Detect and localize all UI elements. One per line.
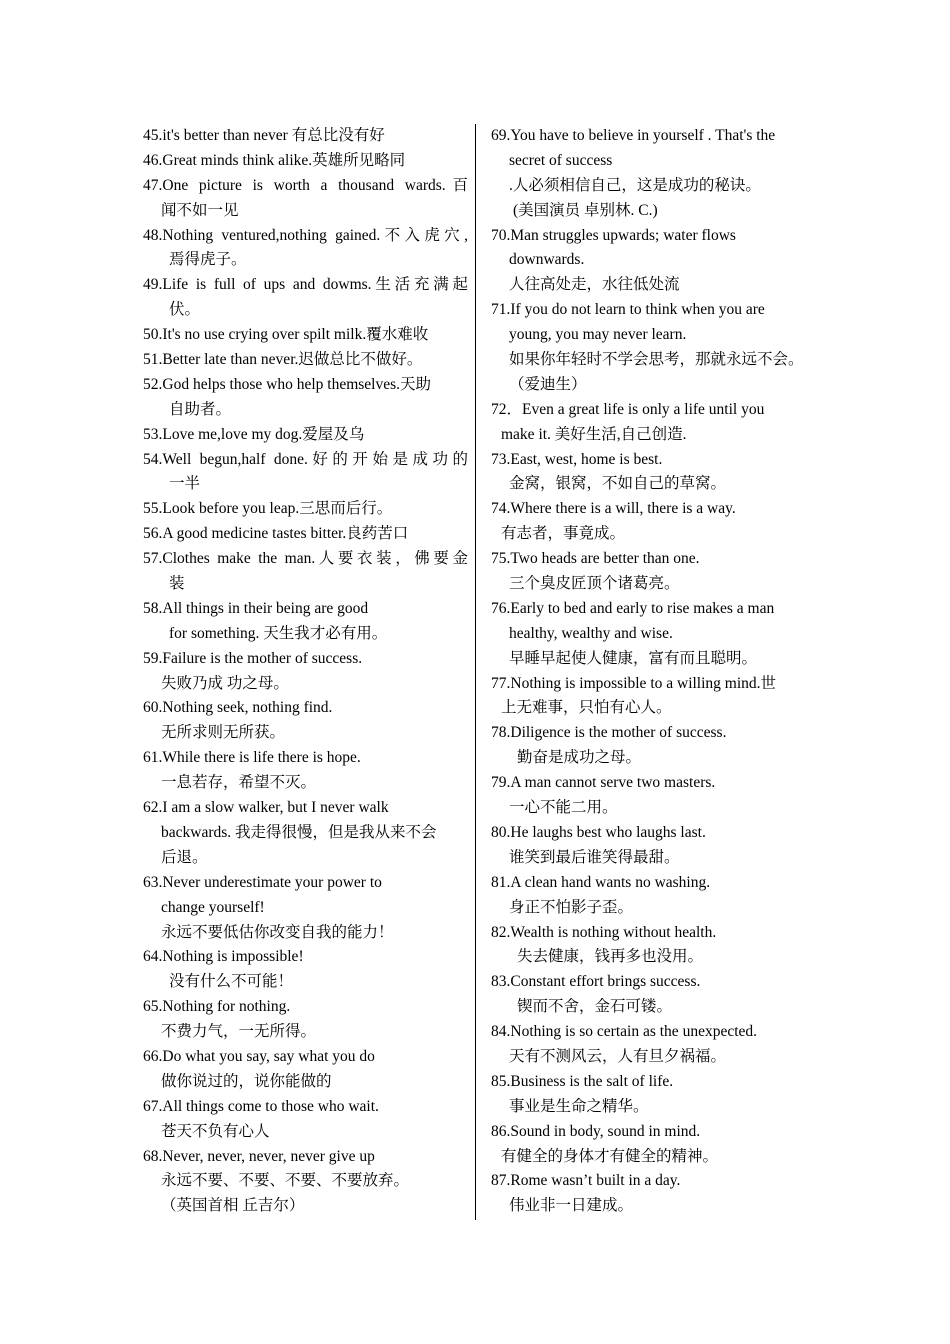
left-column-line: 57.Clothes make the man.人要衣装，佛要金: [143, 550, 468, 568]
right-column-line: .人必须相信自己，这是成功的秘诀。: [509, 176, 761, 194]
right-column-line: 70.Man struggles upwards; water flows: [491, 226, 736, 244]
left-column-line: 66.Do what you say, say what you do: [143, 1047, 375, 1065]
right-column-line: 77.Nothing is impossible to a willing mind.世: [491, 674, 777, 692]
left-column-line: 伏。: [169, 301, 201, 319]
left-column-line: 56.A good medicine tastes bitter.良药苦口: [143, 525, 409, 543]
right-column-line: 79.A man cannot serve two masters.: [491, 774, 716, 792]
right-column-line: 三个臭皮匠顶个诸葛亮。: [509, 575, 680, 593]
left-column-line: 61.While there is life there is hope.: [143, 749, 361, 767]
right-column-line: (美国演员 卓别林. C.): [513, 201, 658, 219]
left-column-line: 65.Nothing for nothing.: [143, 998, 291, 1016]
right-column-line: 身正不怕影子歪。: [509, 898, 634, 916]
right-column-line: 伟业非一日建成。: [509, 1197, 634, 1215]
right-column-line: downwards.: [509, 251, 585, 269]
column-divider: [475, 124, 476, 1220]
right-column-line: secret of success: [509, 151, 613, 169]
right-column-line: 81.A clean hand wants no washing.: [491, 873, 711, 891]
left-column-line: 67.All things come to those who wait.: [143, 1097, 379, 1115]
right-column-line: 谁笑到最后谁笑得最甜。: [509, 848, 680, 866]
right-column-line: 74.Where there is a will, there is a way.: [491, 500, 736, 518]
left-column: [143, 124, 468, 1219]
left-column-line: 60.Nothing seek, nothing find.: [143, 699, 333, 717]
right-column-line: 82.Wealth is nothing without health.: [491, 923, 717, 941]
right-column-line: 金窝，银窝，不如自己的草窝。: [509, 475, 727, 493]
left-column-line: 50.It's no use crying over spilt milk.覆水难收: [143, 326, 429, 344]
right-column-line: 一心不能二用。: [509, 799, 618, 817]
left-column-line: 后退。: [161, 848, 208, 866]
left-column-line: 无所求则无所获。: [161, 724, 286, 742]
left-column-line: 58.All things in their being are good: [143, 599, 369, 617]
left-column-line: 自助者。: [169, 400, 232, 418]
left-column-line: backwards. 我走得很慢，但是我从来不会: [161, 823, 437, 841]
left-column-line: 失败乃成 功之母。: [161, 674, 289, 692]
left-column-line: 永远不要、不要、不要、不要放弃。: [161, 1172, 410, 1190]
left-column-line: 55.Look before you leap.三思而后行。: [143, 500, 393, 518]
right-column-line: 人往高处走，水往低处流: [509, 276, 680, 294]
left-column-line: 苍天不负有心人: [161, 1122, 270, 1140]
right-column: [491, 124, 821, 1219]
left-column-line: 装: [169, 575, 185, 593]
left-column-line: 焉得虎子。: [169, 251, 247, 269]
left-column-line: 46.Great minds think alike.英雄所见略同: [143, 151, 406, 169]
left-column-line: for something. 天生我才必有用。: [169, 624, 388, 642]
right-column-line: make it. 美好生活,自己创造.: [501, 425, 687, 443]
left-column-line: 48.Nothing ventured,nothing gained.不入虎穴,: [143, 226, 468, 244]
left-column-line: 63.Never underestimate your power to: [143, 873, 382, 891]
left-column-line: 做你说过的，说你能做的: [161, 1072, 332, 1090]
right-column-line: 上无难事，只怕有心人。: [501, 699, 672, 717]
left-column-line: 64.Nothing is impossible!: [143, 948, 304, 966]
left-column-line: 53.Love me,love my dog.爱屋及乌: [143, 425, 365, 443]
right-column-line: 早睡早起使人健康，富有而且聪明。: [509, 649, 758, 667]
right-column-line: 84.Nothing is so certain as the unexpected.: [491, 1023, 758, 1041]
right-column-line: 78.Diligence is the mother of success.: [491, 724, 727, 742]
left-column-line: 不费力气，一无所得。: [161, 1023, 317, 1041]
right-column-line: 天有不测风云，人有旦夕祸福。: [509, 1047, 727, 1065]
right-column-line: 86.Sound in body, sound in mind.: [491, 1122, 701, 1140]
left-column-line: 68.Never, never, never, never give up: [143, 1147, 375, 1165]
right-column-line: 69.You have to believe in yourself . That's the: [491, 127, 776, 144]
right-column-line: 83.Constant effort brings success.: [491, 973, 701, 991]
left-column-line: （英国首相 丘吉尔）: [161, 1197, 305, 1215]
right-column-line: young, you may never learn.: [509, 326, 687, 344]
left-column-line: 49.Life is full of ups and dowms.生活充满起: [143, 276, 468, 294]
left-column-line: 52.God helps those who help themselves.天助: [143, 375, 432, 393]
left-column-line: 一息若存，希望不灭。: [161, 774, 317, 792]
left-column-line: 没有什么不可能！: [169, 973, 294, 991]
right-column-line: 80.He laughs best who laughs last.: [491, 823, 706, 841]
right-column-line: （爱迪生）: [509, 375, 587, 393]
right-column-line: 72．Even a great life is only a life until you: [491, 400, 765, 418]
left-column-line: 45.it's better than never 有总比没有好: [143, 127, 385, 144]
left-column-line: 永远不要低估你改变自我的能力！: [161, 923, 394, 941]
left-column-line: 一半: [169, 475, 201, 493]
left-column-line: 54.Well begun,half done.好的开始是成功的: [143, 450, 468, 468]
left-column-line: 59.Failure is the mother of success.: [143, 649, 363, 667]
right-column-line: 有志者，事竟成。: [501, 525, 626, 543]
right-column-line: 失去健康，钱再多也没用。: [517, 948, 704, 966]
left-column-line: 62.I am a slow walker, but I never walk: [143, 799, 389, 817]
right-column-line: 75.Two heads are better than one.: [491, 550, 700, 568]
right-column-line: 73.East, west, home is best.: [491, 450, 663, 468]
right-column-line: 76.Early to bed and early to rise makes a man: [491, 599, 775, 617]
left-column-line: change yourself!: [161, 898, 265, 916]
right-column-line: 勤奋是成功之母。: [517, 749, 642, 767]
right-column-line: 87.Rome wasn’t built in a day.: [491, 1172, 681, 1190]
right-column-line: 锲而不舍，金石可镂。: [517, 998, 673, 1016]
right-column-line: 事业是生命之精华。: [509, 1097, 649, 1115]
right-column-line: 71.If you do not learn to think when you are: [491, 301, 765, 319]
left-column-line: 51.Better late than never.迟做总比不做好。: [143, 351, 423, 369]
right-column-line: 85.Business is the salt of life.: [491, 1072, 674, 1090]
right-column-line: 有健全的身体才有健全的精神。: [501, 1147, 719, 1165]
right-column-line: healthy, wealthy and wise.: [509, 624, 673, 642]
left-column-line: 闻不如一见: [161, 201, 239, 219]
left-column-line: 47.One picture is worth a thousand wards.百: [143, 176, 468, 194]
right-column-line: 如果你年轻时不学会思考，那就永远不会。: [509, 351, 804, 369]
